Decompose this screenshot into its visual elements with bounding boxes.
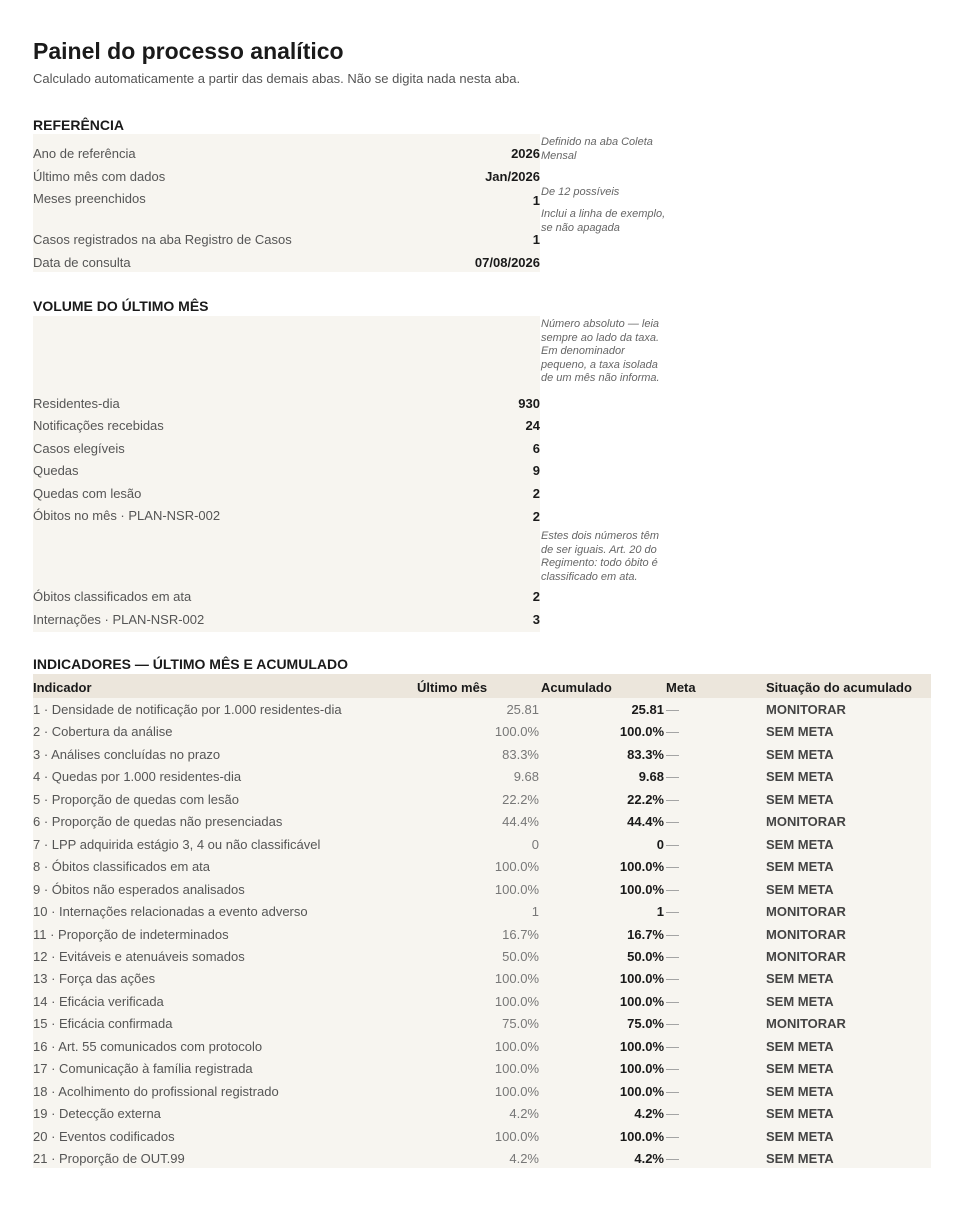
table-row bbox=[33, 900, 931, 922]
situacao-badge: SEM META bbox=[766, 791, 834, 807]
indicador-name: 5 · Proporção de quedas com lesão bbox=[33, 791, 239, 807]
meta-value: — bbox=[666, 881, 679, 897]
indicador-name: 6 · Proporção de quedas não presenciadas bbox=[33, 814, 283, 830]
acumulado-value: 9.68 bbox=[638, 769, 664, 785]
referencia-note: Definido na aba Coleta Mensal bbox=[541, 136, 653, 162]
indicadores-body bbox=[33, 698, 931, 1168]
ultimo-mes-value: 16.7% bbox=[502, 926, 539, 942]
ultimo-mes-value: 1 bbox=[531, 904, 539, 920]
referencia-note: Inclui a linha de exemplo, se não apagada bbox=[541, 208, 666, 234]
indicador-name: 19 · Detecção externa bbox=[33, 1106, 161, 1122]
acumulado-value: 100.0% bbox=[619, 971, 664, 987]
volume-label: Casos elegíveis bbox=[33, 441, 125, 456]
situacao-badge: SEM META bbox=[766, 993, 834, 1009]
table-row bbox=[33, 1147, 931, 1169]
situacao-badge: MONITORAR bbox=[766, 702, 846, 717]
meta-value: — bbox=[666, 724, 679, 740]
acumulado-value: 100.0% bbox=[619, 1128, 664, 1144]
situacao-badge: SEM META bbox=[766, 1038, 834, 1054]
ultimo-mes-value: 100.0% bbox=[494, 1128, 539, 1144]
meta-value: — bbox=[666, 971, 679, 987]
acumulado-value: 83.3% bbox=[627, 746, 664, 762]
ultimo-mes-value: 4.2% bbox=[509, 1106, 539, 1122]
acumulado-value: 0 bbox=[656, 836, 664, 852]
ultimo-mes-value: 4.2% bbox=[509, 1151, 539, 1166]
acumulado-value: 100.0% bbox=[619, 724, 664, 740]
situacao-badge: SEM META bbox=[766, 724, 834, 740]
situacao-badge: SEM META bbox=[766, 1061, 834, 1077]
page-title: Painel do processo analítico bbox=[33, 38, 344, 64]
volume-value: 2 bbox=[532, 509, 540, 524]
referencia-table bbox=[33, 134, 666, 272]
situacao-badge: SEM META bbox=[766, 971, 834, 987]
volume-value: 930 bbox=[518, 396, 540, 411]
acumulado-value: 50.0% bbox=[627, 948, 664, 964]
indicador-name: 7 · LPP adquirida estágio 3, 4 ou não classificável bbox=[33, 836, 321, 852]
situacao-badge: SEM META bbox=[766, 769, 834, 785]
meta-value: — bbox=[666, 948, 679, 964]
acumulado-value: 4.2% bbox=[634, 1106, 664, 1122]
ultimo-mes-value: 100.0% bbox=[494, 724, 539, 740]
ultimo-mes-value: 22.2% bbox=[502, 791, 539, 807]
ultimo-mes-value: 100.0% bbox=[494, 1038, 539, 1054]
indicador-name: 16 · Art. 55 comunicados com protocolo bbox=[33, 1038, 263, 1054]
volume-table bbox=[33, 316, 660, 632]
volume-label: Quedas com lesão bbox=[33, 486, 142, 501]
situacao-badge: SEM META bbox=[766, 836, 834, 852]
indicador-name: 15 · Eficácia confirmada bbox=[33, 1016, 173, 1032]
indicador-name: 4 · Quedas por 1.000 residentes-dia bbox=[33, 769, 242, 785]
situacao-badge: SEM META bbox=[766, 1106, 834, 1122]
ultimo-mes-value: 100.0% bbox=[494, 993, 539, 1009]
acumulado-value: 100.0% bbox=[619, 881, 664, 897]
situacao-badge: SEM META bbox=[766, 881, 834, 897]
acumulado-value: 25.81 bbox=[631, 702, 664, 717]
section-title-indicadores: INDICADORES — ÚLTIMO MÊS E ACUMULADO bbox=[33, 656, 348, 672]
meta-value: — bbox=[666, 1038, 679, 1054]
table-row bbox=[33, 720, 931, 742]
indicador-name: 17 · Comunicação à família registrada bbox=[33, 1061, 253, 1077]
table-row bbox=[33, 878, 931, 900]
ultimo-mes-value: 9.68 bbox=[513, 769, 539, 785]
meta-value: — bbox=[666, 1061, 679, 1077]
acumulado-value: 4.2% bbox=[634, 1151, 664, 1166]
table-row bbox=[33, 698, 931, 720]
situacao-badge: SEM META bbox=[766, 1083, 834, 1099]
indicador-name: 10 · Internações relacionadas a evento adverso bbox=[33, 904, 308, 920]
meta-value: — bbox=[666, 836, 679, 852]
table-row bbox=[33, 743, 931, 765]
table-row bbox=[33, 810, 931, 832]
indicador-name: 18 · Acolhimento do profissional registrado bbox=[33, 1083, 279, 1099]
meta-value: — bbox=[666, 791, 679, 807]
table-row bbox=[33, 945, 931, 967]
meta-value: — bbox=[666, 859, 679, 875]
volume-value: 6 bbox=[532, 441, 540, 456]
acumulado-value: 75.0% bbox=[627, 1016, 664, 1032]
acumulado-value: 100.0% bbox=[619, 993, 664, 1009]
meta-value: — bbox=[666, 814, 679, 830]
volume-note: Estes dois números têm de ser iguais. Art. 20 do Regimento: todo óbito é classificado em ata. bbox=[541, 530, 659, 583]
volume-note: Número absoluto — leia sempre ao lado da taxa. Em denominador pequeno, a taxa isolada de um mês não informa. bbox=[541, 318, 660, 384]
acumulado-value: 1 bbox=[656, 904, 664, 920]
volume-label: Internações · PLAN-NSR-002 bbox=[33, 612, 205, 627]
table-row bbox=[33, 1102, 931, 1124]
indicador-name: 11 · Proporção de indeterminados bbox=[33, 926, 229, 942]
referencia-label: Data de consulta bbox=[33, 255, 131, 270]
indicador-name: 1 · Densidade de notificação por 1.000 residentes-dia bbox=[33, 702, 342, 717]
table-row bbox=[33, 1035, 931, 1057]
ultimo-mes-value: 75.0% bbox=[502, 1016, 539, 1032]
ultimo-mes-value: 0 bbox=[531, 836, 539, 852]
meta-value: — bbox=[666, 1128, 679, 1144]
acumulado-value: 16.7% bbox=[627, 926, 664, 942]
situacao-badge: SEM META bbox=[766, 859, 834, 875]
volume-value: 3 bbox=[532, 612, 540, 627]
acumulado-value: 22.2% bbox=[627, 791, 664, 807]
table-row bbox=[33, 1057, 931, 1079]
meta-value: — bbox=[666, 1016, 679, 1032]
volume-value: 24 bbox=[525, 418, 540, 433]
col-header-acumulado: Acumulado bbox=[541, 680, 612, 695]
situacao-badge: SEM META bbox=[766, 746, 834, 762]
section-title-volume: VOLUME DO ÚLTIMO MÊS bbox=[33, 298, 209, 314]
ultimo-mes-value: 100.0% bbox=[494, 881, 539, 897]
table-row bbox=[33, 1080, 931, 1102]
section-title-referencia: REFERÊNCIA bbox=[33, 117, 125, 133]
situacao-badge: SEM META bbox=[766, 1128, 834, 1144]
meta-value: — bbox=[666, 904, 679, 920]
ultimo-mes-value: 100.0% bbox=[494, 1083, 539, 1099]
referencia-label: Meses preenchidos bbox=[33, 191, 146, 206]
indicador-name: 14 · Eficácia verificada bbox=[33, 993, 164, 1009]
meta-value: — bbox=[666, 769, 679, 785]
indicador-name: 3 · Análises concluídas no prazo bbox=[33, 746, 221, 762]
referencia-label: Ano de referência bbox=[33, 146, 136, 161]
situacao-badge: MONITORAR bbox=[766, 926, 846, 942]
ultimo-mes-value: 100.0% bbox=[494, 971, 539, 987]
situacao-badge: MONITORAR bbox=[766, 948, 846, 964]
acumulado-value: 100.0% bbox=[619, 1038, 664, 1054]
indicador-name: 2 · Cobertura da análise bbox=[33, 724, 173, 740]
table-row bbox=[33, 788, 931, 810]
meta-value: — bbox=[666, 926, 679, 942]
indicadores-header bbox=[33, 674, 931, 698]
indicador-name: 21 · Proporção de OUT.99 bbox=[33, 1151, 185, 1166]
meta-value: — bbox=[666, 993, 679, 1009]
referencia-value: Jan/2026 bbox=[485, 169, 540, 184]
referencia-value: 1 bbox=[532, 232, 540, 247]
table-row bbox=[33, 1125, 931, 1147]
referencia-label: Casos registrados na aba Registro de Casos bbox=[33, 232, 292, 247]
volume-label: Óbitos classificados em ata bbox=[33, 589, 192, 604]
meta-value: — bbox=[666, 746, 679, 762]
meta-value: — bbox=[666, 1083, 679, 1099]
volume-value: 9 bbox=[532, 463, 540, 478]
volume-label: Quedas bbox=[33, 463, 79, 478]
col-header-indicador: Indicador bbox=[33, 680, 92, 695]
acumulado-value: 44.4% bbox=[627, 814, 664, 830]
situacao-badge: MONITORAR bbox=[766, 904, 846, 920]
col-header-meta: Meta bbox=[666, 680, 696, 695]
volume-label: Óbitos no mês · PLAN-NSR-002 bbox=[33, 508, 221, 523]
acumulado-value: 100.0% bbox=[619, 859, 664, 875]
volume-value: 2 bbox=[532, 486, 540, 501]
page-subtitle: Calculado automaticamente a partir das demais abas. Não se digita nada nesta aba. bbox=[33, 71, 521, 86]
table-row bbox=[33, 1012, 931, 1034]
ultimo-mes-value: 83.3% bbox=[502, 746, 539, 762]
ultimo-mes-value: 100.0% bbox=[494, 1061, 539, 1077]
ultimo-mes-value: 25.81 bbox=[506, 702, 539, 717]
volume-label: Notificações recebidas bbox=[33, 418, 164, 433]
indicador-name: 9 · Óbitos não esperados analisados bbox=[33, 881, 245, 897]
indicador-name: 8 · Óbitos classificados em ata bbox=[33, 859, 211, 875]
volume-label: Residentes-dia bbox=[33, 396, 120, 411]
indicador-name: 13 · Força das ações bbox=[33, 971, 156, 987]
table-row bbox=[33, 990, 931, 1012]
table-row bbox=[33, 967, 931, 989]
table-row bbox=[33, 765, 931, 787]
situacao-badge: MONITORAR bbox=[766, 814, 846, 830]
table-row bbox=[33, 855, 931, 877]
referencia-label: Último mês com dados bbox=[33, 169, 166, 184]
col-header-ultimo: Último mês bbox=[417, 680, 488, 695]
ultimo-mes-value: 100.0% bbox=[494, 859, 539, 875]
referencia-note: De 12 possíveis bbox=[541, 186, 620, 198]
meta-value: — bbox=[666, 1151, 679, 1166]
table-row bbox=[33, 833, 931, 855]
acumulado-value: 100.0% bbox=[619, 1061, 664, 1077]
meta-value: — bbox=[666, 1106, 679, 1122]
volume-value: 2 bbox=[532, 589, 540, 604]
acumulado-value: 100.0% bbox=[619, 1083, 664, 1099]
situacao-badge: SEM META bbox=[766, 1151, 834, 1166]
col-header-situacao: Situação do acumulado bbox=[766, 680, 912, 695]
indicador-name: 20 · Eventos codificados bbox=[33, 1128, 175, 1144]
table-row bbox=[33, 923, 931, 945]
referencia-value: 07/08/2026 bbox=[474, 255, 540, 270]
situacao-badge: MONITORAR bbox=[766, 1016, 846, 1032]
ultimo-mes-value: 44.4% bbox=[502, 814, 539, 830]
referencia-value: 1 bbox=[532, 193, 540, 208]
ultimo-mes-value: 50.0% bbox=[502, 948, 539, 964]
referencia-value: 2026 bbox=[511, 146, 540, 161]
indicador-name: 12 · Evitáveis e atenuáveis somados bbox=[33, 948, 245, 964]
meta-value: — bbox=[666, 702, 679, 717]
